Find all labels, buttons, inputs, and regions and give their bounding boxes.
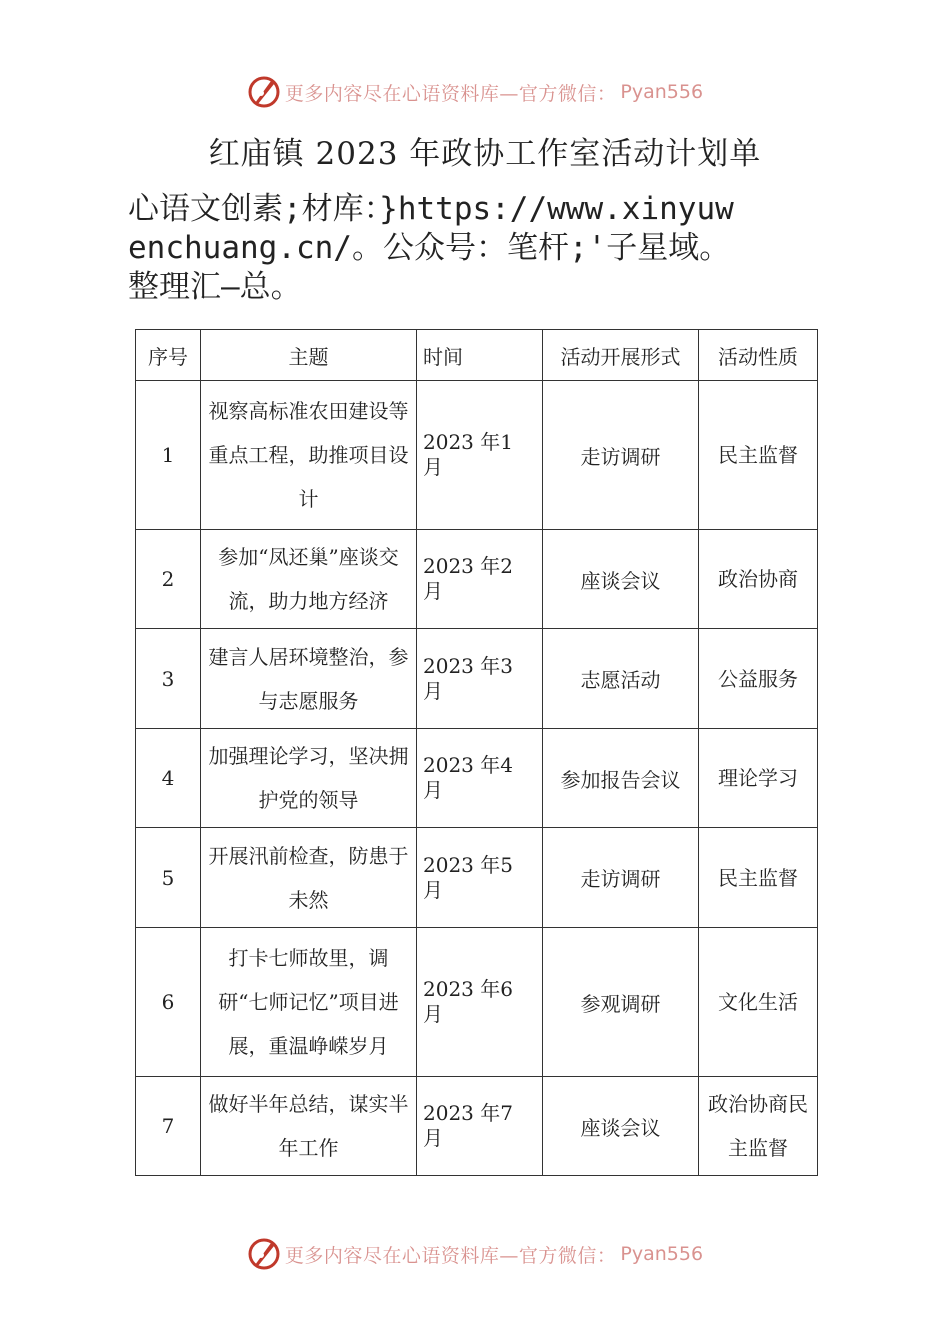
header-topic: 主题: [201, 330, 417, 381]
banner-wechat-id: Pyan556: [620, 1243, 704, 1265]
header-nature: 活动性质: [699, 330, 818, 381]
cell-topic: 加强理论学习，坚决拥护党的领导: [201, 729, 417, 828]
quill-logo-icon: [247, 75, 281, 109]
banner-text: 更多内容尽在心语资料库—官方微信：: [284, 82, 617, 105]
cell-form: 志愿活动: [543, 629, 699, 729]
cell-topic: 打卡七师故里，调研“七师记忆”项目进展，重温峥嵘岁月: [201, 928, 417, 1077]
cell-form: 座谈会议: [543, 530, 699, 629]
cell-no: 5: [136, 828, 201, 928]
watermark-banner-bottom: [0, 1232, 950, 1276]
cell-topic: 做好半年总结，谋实半年工作: [201, 1077, 417, 1176]
cell-no: 1: [136, 381, 201, 530]
cell-time: 2023 年3 月: [417, 629, 543, 729]
cell-no: 6: [136, 928, 201, 1077]
header-no: 序号: [136, 330, 201, 381]
cell-form: 走访调研: [543, 381, 699, 530]
table-row: [136, 381, 818, 530]
cell-nature: 民主监督: [699, 828, 818, 928]
cell-no: 2: [136, 530, 201, 629]
intro-text: 心语文创素;材库：}https://www.xinyuwenchuang.cn/。公众号：笔杆;'子星域。整理汇—总。: [128, 191, 734, 305]
cell-time: 2023 年7 月: [417, 1077, 543, 1176]
cell-nature: 政治协商: [699, 530, 818, 629]
table-row: [136, 828, 818, 928]
cell-nature: 理论学习: [699, 729, 818, 828]
header-time: 时间: [417, 330, 543, 381]
cell-form: 参加报告会议: [543, 729, 699, 828]
cell-topic: 开展汛前检查，防患于未然: [201, 828, 417, 928]
table-row: [136, 1077, 818, 1176]
cell-no: 7: [136, 1077, 201, 1176]
table-row: [136, 629, 818, 729]
cell-time: 2023 年4 月: [417, 729, 543, 828]
table-row: [136, 530, 818, 629]
cell-form: 走访调研: [543, 828, 699, 928]
cell-nature: 民主监督: [699, 381, 818, 530]
cell-nature: 公益服务: [699, 629, 818, 729]
header-form: 活动开展形式: [543, 330, 699, 381]
cell-no: 4: [136, 729, 201, 828]
cell-nature: 文化生活: [699, 928, 818, 1077]
table-row: [136, 928, 818, 1077]
cell-nature: 政治协商民主监督: [699, 1077, 818, 1176]
cell-time: 2023 年1 月: [417, 381, 543, 530]
page-title: 红庙镇 2023 年政协工作室活动计划单: [208, 136, 762, 172]
banner-text: 更多内容尽在心语资料库—官方微信：: [284, 1244, 617, 1267]
table-row: [136, 729, 818, 828]
watermark-banner-top: [0, 70, 950, 114]
cell-topic: 参加“凤还巢”座谈交流，助力地方经济: [201, 530, 417, 629]
cell-time: 2023 年6 月: [417, 928, 543, 1077]
cell-form: 座谈会议: [543, 1077, 699, 1176]
cell-time: 2023 年5 月: [417, 828, 543, 928]
cell-form: 参观调研: [543, 928, 699, 1077]
banner-wechat-id: Pyan556: [620, 81, 704, 103]
quill-logo-icon: [247, 1237, 281, 1271]
cell-topic: 建言人居环境整治，参与志愿服务: [201, 629, 417, 729]
cell-topic: 视察高标准农田建设等重点工程，助推项目设计: [201, 381, 417, 530]
table-header-row: [136, 330, 818, 381]
cell-time: 2023 年2 月: [417, 530, 543, 629]
activity-plan-table: [135, 329, 818, 1176]
cell-no: 3: [136, 629, 201, 729]
